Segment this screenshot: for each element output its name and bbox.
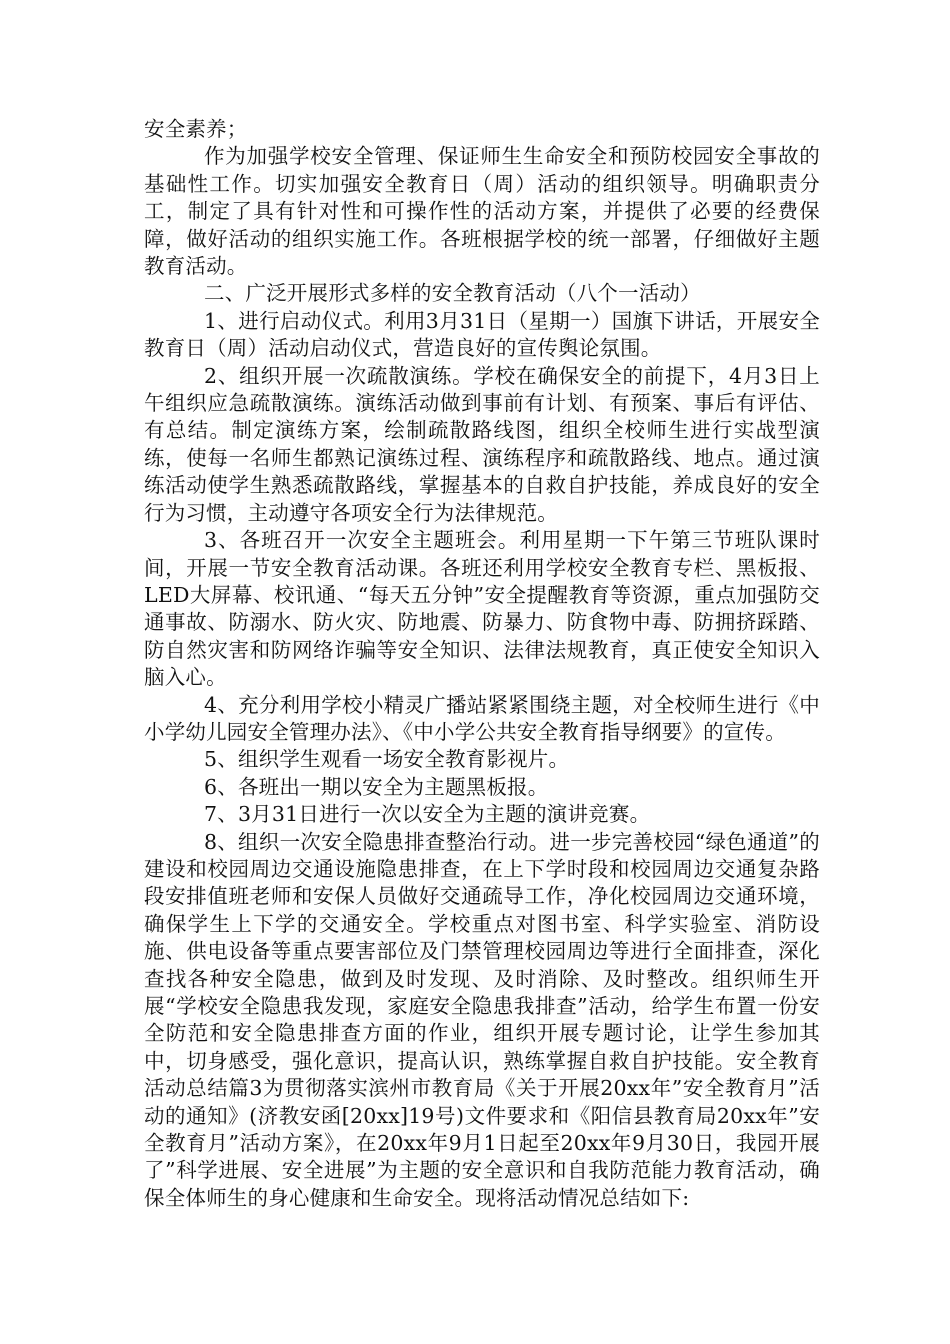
paragraph-item-3: 3、各班召开一次安全主题班会。利用星期一下午第三节班队课时间，开展一节安全教育活动课。各班还利用学校安全教育专栏、黑板报、LED大屏幕、校讯通、“每天五分钟”安全提醒教育等资源，重点加强防交通事故、防溺水、防火灾、防地震、防暴力、防食物中毒、防拥挤踩踏、防自然灾害和防网络诈骗等安全知识、法律法规教育，真正使安全知识入脑入心。 <box>144 528 820 690</box>
paragraph-item-6: 6、各班出一期以安全为主题黑板报。 <box>204 774 549 799</box>
paragraph-item-8: 8、组织一次安全隐患排查整治行动。进一步完善校园“绿色通道”的建设和校园周边交通设施隐患排查，在上下学时段和校园周边交通复杂路段安排值班老师和安保人员做好交通疏导工作，净化校园周边交通环境，确保学生上下学的交通安全。学校重点对图书室、科学实验室、消防设施、供电设备等重点要害部位及门禁管理校园周边等进行全面排查，深化查找各种安全隐患，做到及时发现、及时消除、及时整改。组织师生开展“学校安全隐患我发现，家庭安全隐患我排查”活动，给学生布置一份安全防范和安全隐患排查方面的作业，组织开展专题讨论，让学生参加其中，切身感受，强化意识，提高认识，熟练掌握自救自护技能。安全教育活动总结篇3为贯彻落实滨州市教育局《关于开展20xx年”安全教育月”活动的通知》(济教安函[20xx]19号)文件要求和《阳信县教育局20xx年”安全教育月”活动方案》，在20xx年9月1日起至20xx年9月30日，我园开展了”科学进展、安全进展”为主题的安全意识和自我防范能力教育活动，确保全体师生的身心健康和生命安全。现将活动情况总结如下: <box>144 829 820 1210</box>
paragraph-item-7: 7、3月31日进行一次以安全为主题的演讲竞赛。 <box>204 802 651 827</box>
paragraph-item-2: 2、组织开展一次疏散演练。学校在确保安全的前提下，4月3日上午组织应急疏散演练。演练活动做到事前有计划、有预案、事后有评估、有总结。制定演练方案，绘制疏散路线图，组织全校师生进行实战型演练，使每一名师生都熟记演练过程、演练程序和疏散路线、地点。通过演练活动使学生熟悉疏散路线，掌握基本的自救自护技能，养成良好的安全行为习惯，主动遵守各项安全行为法律规范。 <box>144 363 820 525</box>
paragraph-item-5: 5、组织学生观看一场安全教育影视片。 <box>204 747 570 772</box>
paragraph-item-4: 4、充分利用学校小精灵广播站紧紧围绕主题，对全校师生进行《中小学幼儿园安全管理办法》、《中小学公共安全教育指导纲要》的宣传。 <box>144 692 820 744</box>
paragraph-continuation: 安全素养； <box>144 117 248 141</box>
paragraph-item-1: 1、进行启动仪式。利用3月31日（星期一）国旗下讲话，开展安全教育日（周）活动启动仪式，营造良好的宣传舆论氛围。 <box>144 308 820 361</box>
paragraph-intro: 作为加强学校安全管理、保证师生生命安全和预防校园安全事故的基础性工作。切实加强安全教育日（周）活动的组织领导。明确职责分工，制定了具有针对性和可操作性的活动方案，并提供了必要的经费保障，做好活动的组织实施工作。各班根据学校的统一部署，仔细做好主题教育活动。 <box>144 144 820 279</box>
section-heading: 二、广泛开展形式多样的安全教育活动（八个一活动） <box>204 281 701 306</box>
document-body <box>144 116 820 1212</box>
